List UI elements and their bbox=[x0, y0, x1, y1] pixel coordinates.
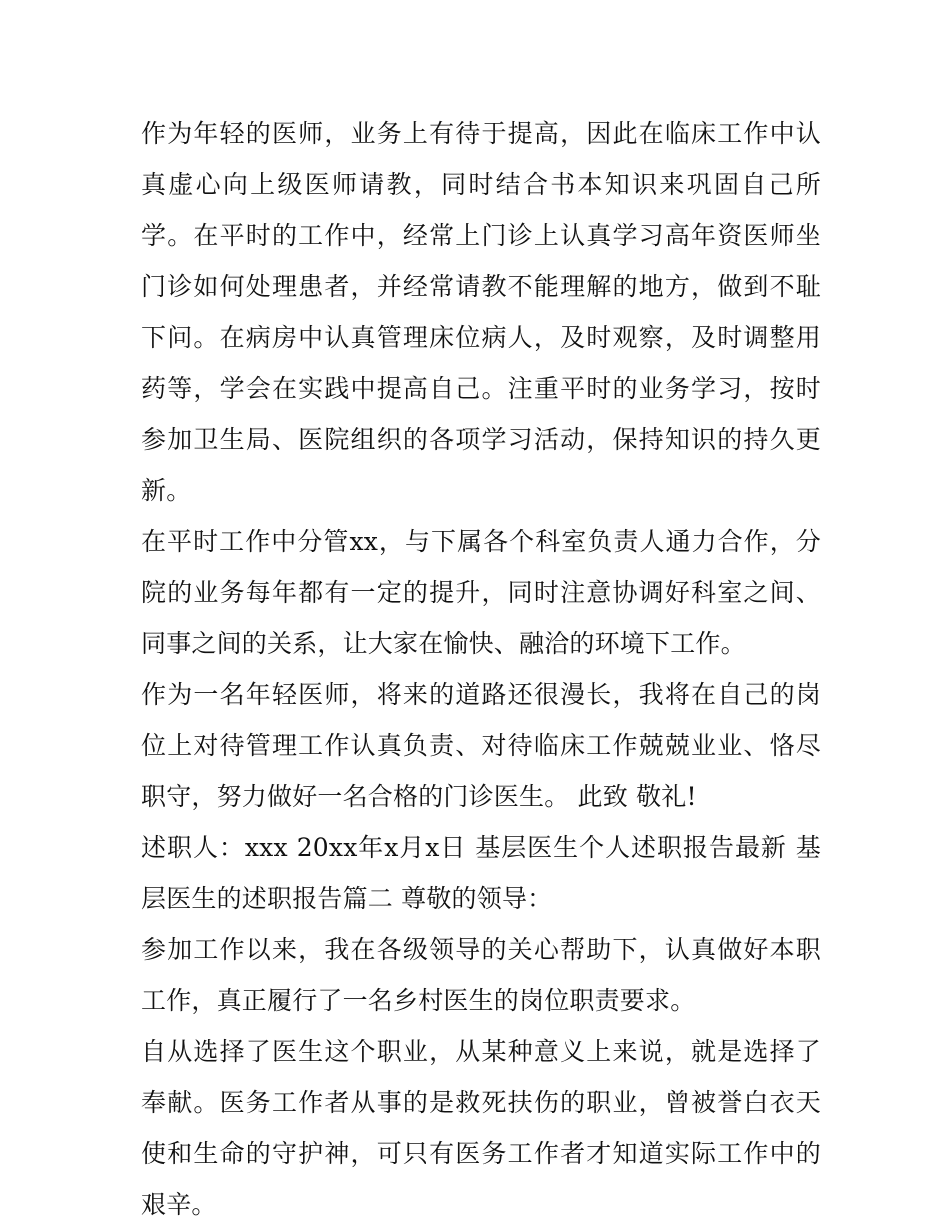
document-body bbox=[141, 108, 821, 1230]
paragraph-1: 作为年轻的医师，业务上有待于提高，因此在临床工作中认真虚心向上级医师请教，同时结合书本知识来巩固自己所学。在平时的工作中，经常上门诊上认真学习高年资医师坐门诊如何处理患者，并经常请教不能理解的地方，做到不耻下问。在病房中认真管理床位病人，及时观察，及时调整用药等，学会在实践中提高自己。注重平时的业务学习，按时参加卫生局、医院组织的各项学习活动，保持知识的持久更新。 bbox=[141, 119, 821, 505]
paragraph-4: 述职人：xxx 20xx年x月x日 基层医生个人述职报告最新 基层医生的述职报告篇二 尊敬的领导： bbox=[141, 833, 821, 913]
paragraph-6: 自从选择了医生这个职业，从某种意义上来说，就是选择了奉献。医务工作者从事的是救死扶伤的职业，曾被誉白衣天使和生命的守护神，可只有医务工作者才知道实际工作中的艰辛。 bbox=[141, 1037, 821, 1219]
paragraph-5: 参加工作以来，我在各级领导的关心帮助下，认真做好本职工作，真正履行了一名乡村医生的岗位职责要求。 bbox=[141, 935, 821, 1015]
paragraph-2: 在平时工作中分管xx，与下属各个科室负责人通力合作，分院的业务每年都有一定的提升，同时注意协调好科室之间、同事之间的关系，让大家在愉快、融洽的环境下工作。 bbox=[141, 527, 821, 658]
paragraph-3: 作为一名年轻医师，将来的道路还很漫长，我将在自己的岗位上对待管理工作认真负责、对待临床工作兢兢业业、恪尽职守，努力做好一名合格的门诊医生。 此致 敬礼! bbox=[141, 680, 821, 811]
